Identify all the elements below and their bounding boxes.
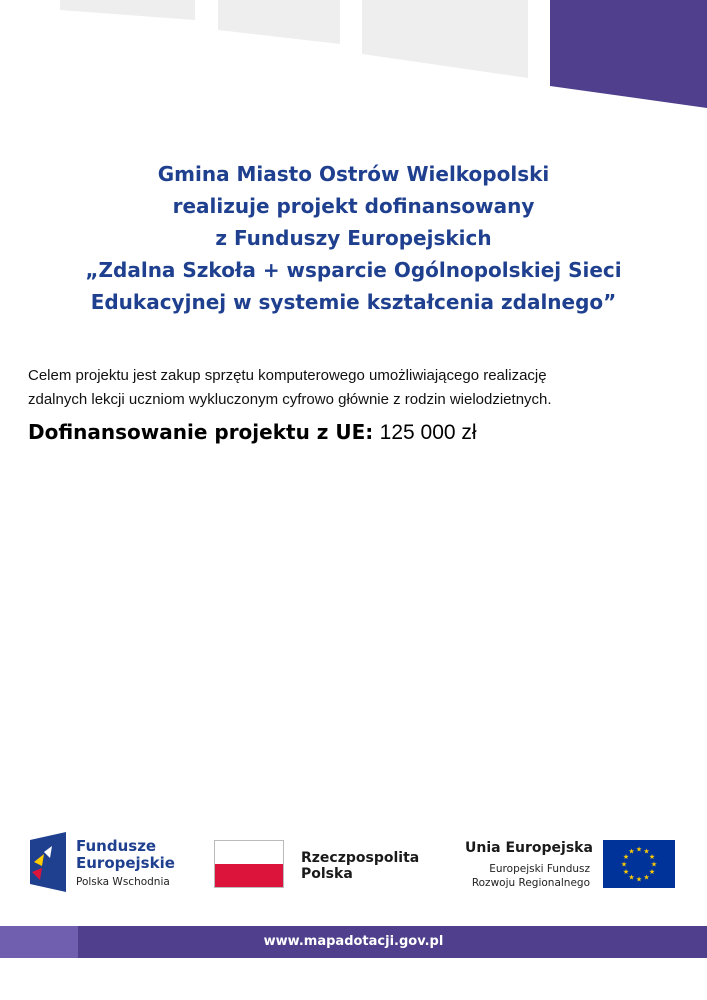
description-line-1: Celem projektu jest zakup sprzętu komputerowego umożliwiającego realizację <box>28 367 547 384</box>
unia-europejska-name: Unia Europejska <box>465 840 593 856</box>
unia-sub-line-2: Rozwoju Regionalnego <box>471 877 590 889</box>
rzeczpospolita-line-2: Polska <box>301 866 353 882</box>
footer-website-link[interactable]: www.mapadotacji.gov.pl <box>263 934 444 949</box>
polish-flag <box>214 840 284 888</box>
header-corner-accent <box>550 0 707 108</box>
header-decoration <box>0 0 707 120</box>
eu-star: ★ <box>622 868 630 876</box>
eu-star: ★ <box>648 853 656 861</box>
eu-star: ★ <box>622 853 630 861</box>
eu-star: ★ <box>620 860 628 869</box>
project-description <box>28 364 688 412</box>
eu-star: ★ <box>648 868 656 876</box>
title-line-5: Edukacyjnej w systemie kształcenia zdalnego” <box>90 290 617 314</box>
eu-flag-icon <box>603 840 675 888</box>
description-line-2: zdalnych lekcji uczniom wykluczonym cyfrowo głównie z rodzin wielodzietnych. <box>28 391 552 408</box>
title-line-2: realizuje projekt dofinansowany <box>172 194 535 218</box>
title-line-3: z Funduszy Europejskich <box>215 226 492 250</box>
fundusze-line-2: Europejskie <box>76 854 175 872</box>
eu-star: ★ <box>635 875 643 884</box>
unia-sub-line-1: Europejski Fundusz <box>489 863 590 875</box>
eu-star: ★ <box>643 847 650 856</box>
header-band-2 <box>218 0 340 44</box>
funding-amount: 125 000 zł <box>379 421 477 444</box>
footer-bar <box>0 926 707 958</box>
unia-europejska-fund <box>470 862 590 890</box>
fundusze-program: Polska Wschodnia <box>76 876 170 888</box>
eu-star: ★ <box>650 860 658 869</box>
rzeczpospolita-name <box>301 850 419 882</box>
logo-strip <box>0 826 707 906</box>
eu-star: ★ <box>643 873 650 882</box>
funding-label: Dofinansowanie projektu z UE: <box>28 420 374 444</box>
eu-star: ★ <box>635 845 643 854</box>
fundusze-europejskie-logo-icon <box>30 832 66 892</box>
header-band-3 <box>362 0 528 78</box>
header-band-1 <box>60 0 195 20</box>
project-title <box>0 158 707 318</box>
fundusze-europejskie-name <box>76 838 175 872</box>
title-line-4: „Zdalna Szkoła + wsparcie Ogólnopolskiej Sieci <box>85 258 622 282</box>
funding-amount-row <box>28 420 477 445</box>
eu-star: ★ <box>628 847 635 856</box>
eu-star: ★ <box>628 873 635 882</box>
title-line-1: Gmina Miasto Ostrów Wielkopolski <box>157 162 550 186</box>
fundusze-line-1: Fundusze <box>76 837 157 855</box>
rzeczpospolita-line-1: Rzeczpospolita <box>301 850 420 866</box>
